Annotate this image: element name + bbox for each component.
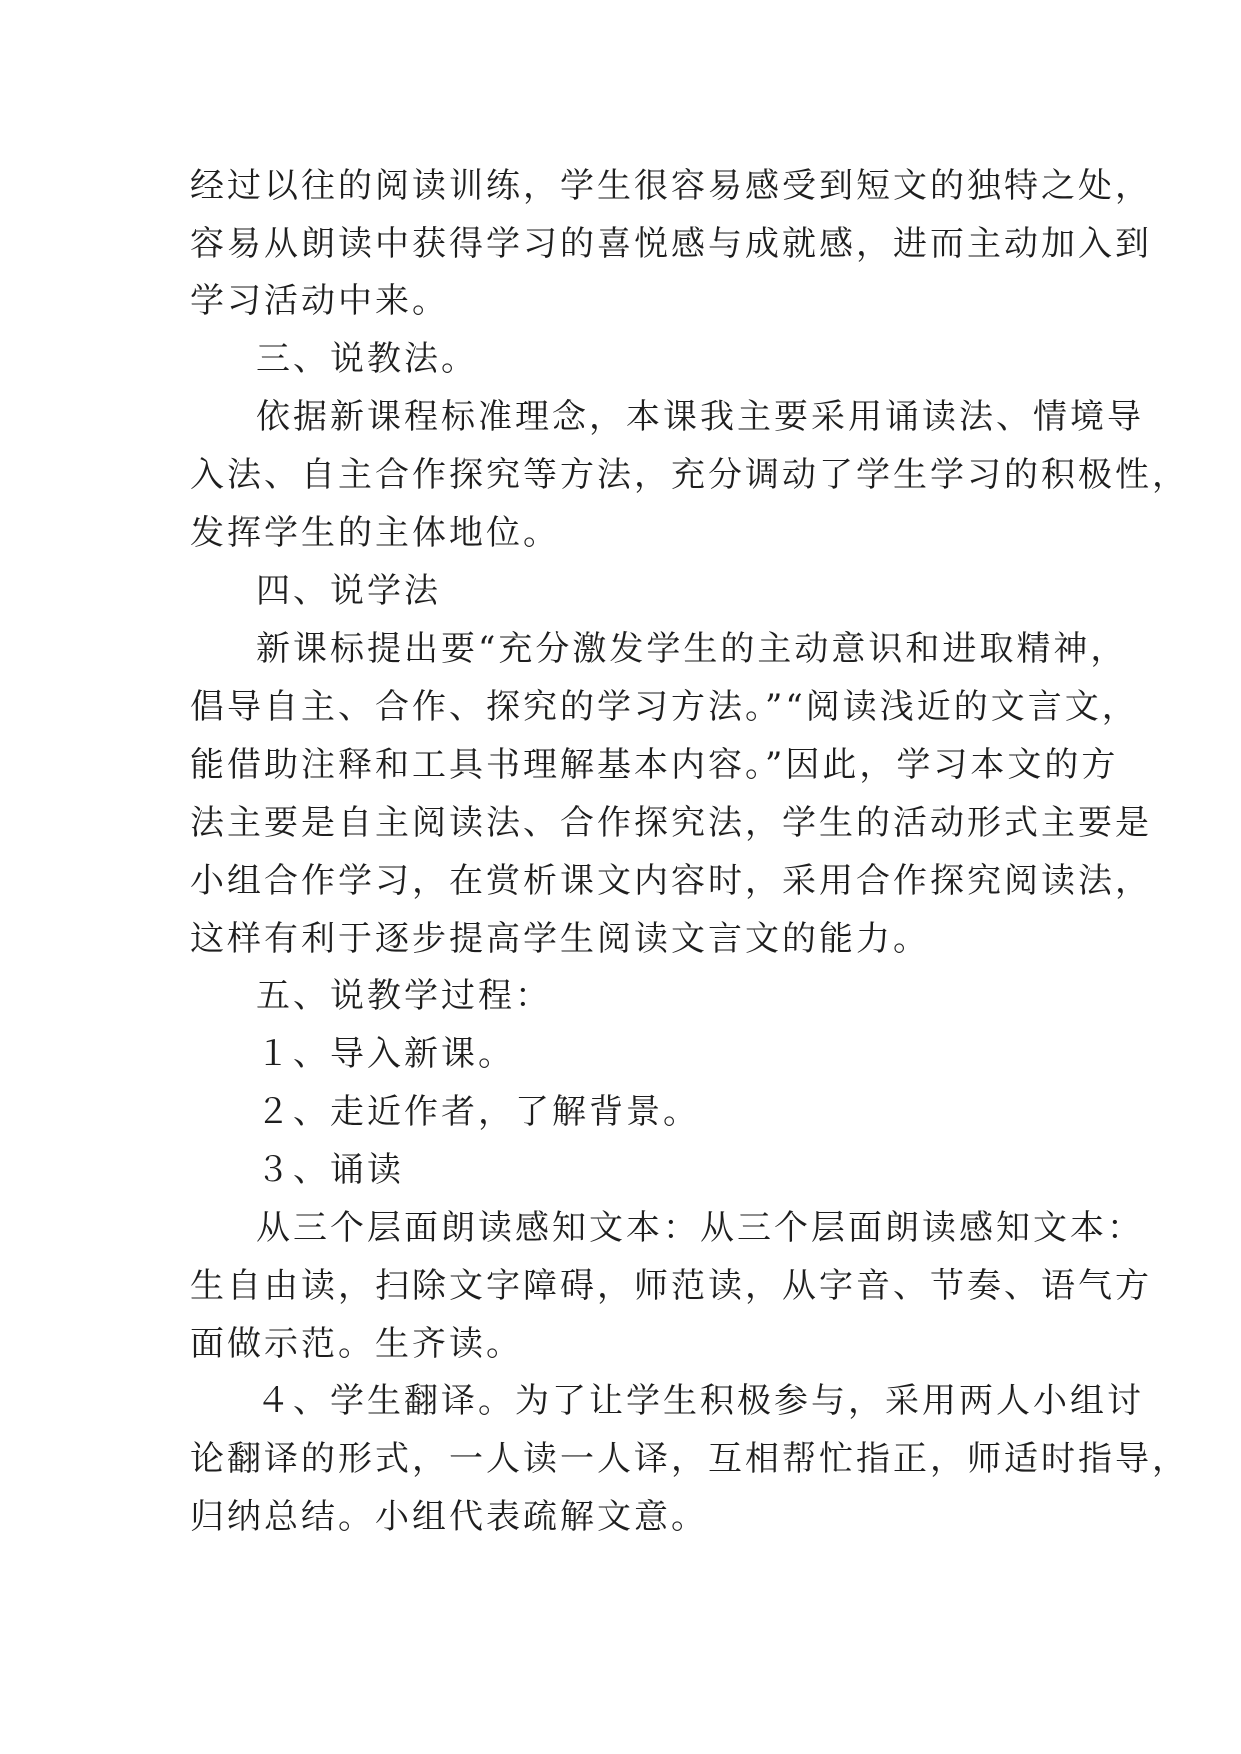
paragraph-line: 法主要是自主阅读法、合作探究法，学生的活动形式主要是	[190, 803, 1152, 843]
paragraph-line: 能借助注释和工具书理解基本内容。”因此，学习本文的方	[190, 745, 1119, 785]
paragraph-line: 容易从朗读中获得学习的喜悦感与成就感，进而主动加入到	[190, 224, 1152, 264]
paragraph-line: 面做示范。生齐读。	[190, 1324, 523, 1364]
list-item: ３、诵读	[256, 1150, 404, 1190]
paragraph-line: 生自由读，扫除文字障碍，师范读，从字音、节奏、语气方	[190, 1266, 1152, 1306]
paragraph-line: 倡导自主、合作、探究的学习方法。”“阅读浅近的文言文，	[190, 687, 1139, 727]
section-heading: 五、说教学过程：	[256, 976, 552, 1016]
list-item: ２、走近作者，了解背景。	[256, 1092, 700, 1132]
paragraph-line: 学习活动中来。	[190, 281, 449, 321]
paragraph-line: 经过以往的阅读训练，学生很容易感受到短文的独特之处，	[190, 166, 1152, 206]
paragraph-line: 入法、自主合作探究等方法，充分调动了学生学习的积极性，	[190, 455, 1189, 495]
paragraph-line: 小组合作学习，在赏析课文内容时，采用合作探究阅读法，	[190, 861, 1152, 901]
paragraph-line: 发挥学生的主体地位。	[190, 513, 560, 553]
paragraph-line: 这样有利于逐步提高学生阅读文言文的能力。	[190, 919, 930, 959]
paragraph-line: 新课标提出要“充分激发学生的主动意识和进取精神，	[256, 629, 1128, 669]
list-item: １、导入新课。	[256, 1034, 515, 1074]
section-heading: 四、说学法	[256, 571, 441, 611]
paragraph-line: 从三个层面朗读感知文本：从三个层面朗读感知文本：	[256, 1208, 1144, 1248]
paragraph-line: 依据新课程标准理念，本课我主要采用诵读法、情境导	[256, 397, 1144, 437]
paragraph-line: 归纳总结。小组代表疏解文意。	[190, 1497, 708, 1537]
list-item: ４、学生翻译。为了让学生积极参与，采用两人小组讨	[256, 1381, 1144, 1421]
paragraph-line: 论翻译的形式，一人读一人译，互相帮忙指正，师适时指导，	[190, 1439, 1189, 1479]
section-heading: 三、说教法。	[256, 339, 478, 379]
